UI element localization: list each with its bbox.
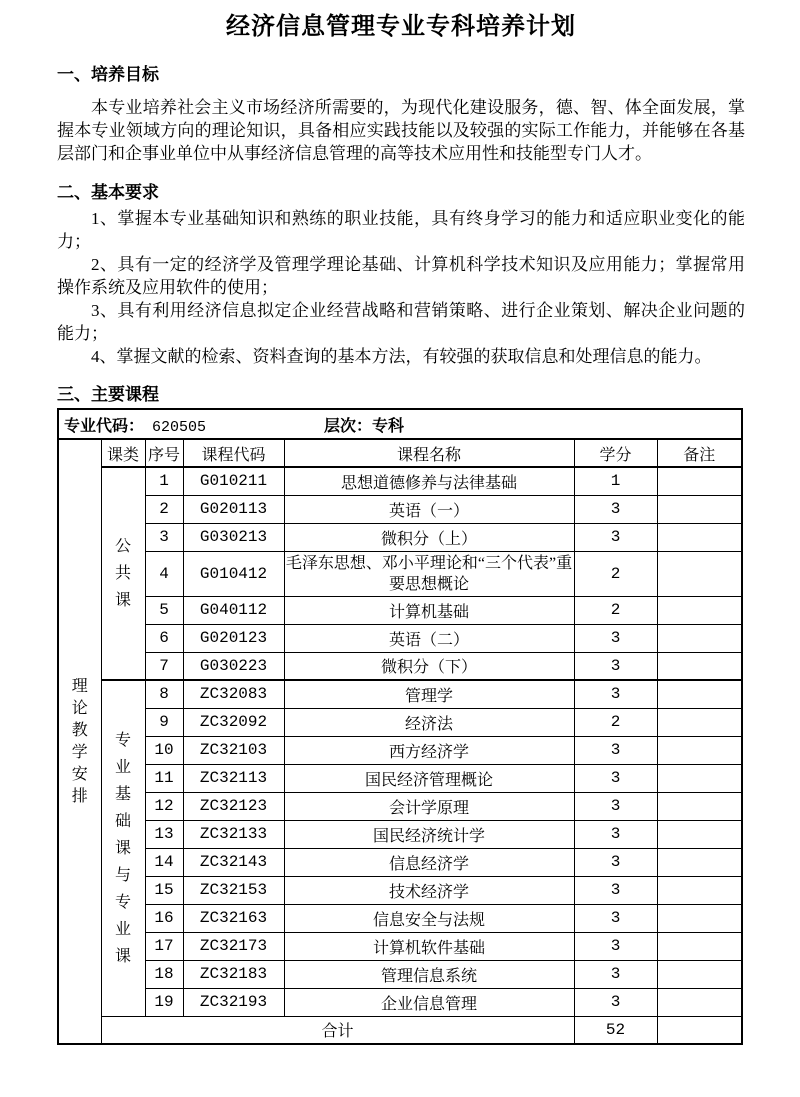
course-code-cell: ZC32193 bbox=[183, 988, 284, 1016]
course-row bbox=[58, 624, 742, 652]
course-name-cell: 信息安全与法规 bbox=[284, 904, 574, 932]
course-credits-cell: 2 bbox=[574, 708, 657, 736]
course-row bbox=[58, 988, 742, 1016]
side-label-cell bbox=[58, 439, 101, 1044]
course-credits-cell: 3 bbox=[574, 988, 657, 1016]
course-row bbox=[58, 764, 742, 792]
remarks-cell bbox=[657, 680, 742, 708]
remarks-cell bbox=[657, 904, 742, 932]
remarks-cell bbox=[657, 624, 742, 652]
course-name-cell: 英语（一） bbox=[284, 495, 574, 523]
course-no-cell: 5 bbox=[145, 596, 183, 624]
course-code-cell: ZC32113 bbox=[183, 764, 284, 792]
course-code-cell: G020123 bbox=[183, 624, 284, 652]
course-no-cell: 2 bbox=[145, 495, 183, 523]
course-no-cell: 4 bbox=[145, 551, 183, 596]
section-heading-courses: 三、主要课程 bbox=[57, 385, 159, 404]
major-code-label: 专业代码： bbox=[64, 417, 145, 435]
major-code-value: 620505 bbox=[152, 418, 207, 436]
section-heading-goal: 一、培养目标 bbox=[57, 65, 159, 84]
course-row bbox=[58, 652, 742, 680]
course-row bbox=[58, 792, 742, 820]
course-code-cell: ZC32173 bbox=[183, 932, 284, 960]
course-credits-cell: 2 bbox=[574, 551, 657, 596]
requirement-item: 4、掌握文献的检索、资料查询的基本方法，有较强的获取信息和处理信息的能力。 bbox=[91, 347, 712, 366]
requirements-list bbox=[57, 207, 745, 368]
course-code-cell: ZC32143 bbox=[183, 848, 284, 876]
course-credits-cell: 3 bbox=[574, 736, 657, 764]
header-remarks: 备注 bbox=[657, 439, 742, 467]
group-public-label: 公共课 bbox=[114, 538, 131, 609]
header-no: 序号 bbox=[145, 439, 183, 467]
course-credits-cell: 3 bbox=[574, 876, 657, 904]
course-no-cell: 14 bbox=[145, 848, 183, 876]
course-name-cell: 思想道德修养与法律基础 bbox=[284, 467, 574, 495]
course-credits-cell: 3 bbox=[574, 495, 657, 523]
course-name-cell: 技术经济学 bbox=[284, 876, 574, 904]
course-no-cell: 15 bbox=[145, 876, 183, 904]
course-name-cell: 英语（二） bbox=[284, 624, 574, 652]
requirement-item: 1、掌握本专业基础知识和熟练的职业技能，具有终身学习的能力和适应职业变化的能力； bbox=[57, 209, 745, 251]
course-row bbox=[58, 904, 742, 932]
course-no-cell: 8 bbox=[145, 680, 183, 708]
course-name-cell: 毛泽东思想、邓小平理论和“三个代表”重要思想概论 bbox=[284, 551, 574, 596]
course-name-cell: 微积分（上） bbox=[284, 523, 574, 551]
course-row bbox=[58, 680, 742, 708]
course-code-cell: ZC32123 bbox=[183, 792, 284, 820]
remarks-cell bbox=[657, 960, 742, 988]
course-credits-cell: 3 bbox=[574, 764, 657, 792]
course-no-cell: 7 bbox=[145, 652, 183, 680]
remarks-cell bbox=[657, 652, 742, 680]
header-credits: 学分 bbox=[574, 439, 657, 467]
total-row bbox=[58, 1016, 742, 1044]
remarks-cell bbox=[657, 708, 742, 736]
course-no-cell: 19 bbox=[145, 988, 183, 1016]
level-value: 专科 bbox=[372, 417, 405, 435]
remarks-cell bbox=[657, 1016, 742, 1044]
course-code-cell: ZC32103 bbox=[183, 736, 284, 764]
course-no-cell: 9 bbox=[145, 708, 183, 736]
remarks-cell bbox=[657, 764, 742, 792]
course-no-cell: 18 bbox=[145, 960, 183, 988]
remarks-cell bbox=[657, 792, 742, 820]
course-no-cell: 10 bbox=[145, 736, 183, 764]
remarks-cell bbox=[657, 523, 742, 551]
total-credits-cell: 52 bbox=[574, 1016, 657, 1044]
course-code-cell: ZC32153 bbox=[183, 876, 284, 904]
course-credits-cell: 3 bbox=[574, 652, 657, 680]
requirement-item: 3、具有利用经济信息拟定企业经营战略和营销策略、进行企业策划、解决企业问题的能力； bbox=[57, 301, 745, 343]
course-name-cell: 西方经济学 bbox=[284, 736, 574, 764]
table-info-cell bbox=[58, 409, 742, 439]
header-course-code: 课程代码 bbox=[183, 439, 284, 467]
section-heading-requirements: 二、基本要求 bbox=[57, 183, 159, 202]
side-label: 理论教学安排 bbox=[71, 677, 88, 805]
level-label: 层次： bbox=[324, 417, 373, 435]
course-row bbox=[58, 467, 742, 495]
course-code-cell: G020113 bbox=[183, 495, 284, 523]
remarks-cell bbox=[657, 495, 742, 523]
course-name-cell: 国民经济统计学 bbox=[284, 820, 574, 848]
course-credits-cell: 3 bbox=[574, 960, 657, 988]
course-code-cell: G010211 bbox=[183, 467, 284, 495]
course-row bbox=[58, 820, 742, 848]
course-code-cell: G040112 bbox=[183, 596, 284, 624]
remarks-cell bbox=[657, 596, 742, 624]
course-credits-cell: 2 bbox=[574, 596, 657, 624]
course-credits-cell: 3 bbox=[574, 932, 657, 960]
header-course-name: 课程名称 bbox=[284, 439, 574, 467]
table-info-row bbox=[58, 409, 742, 439]
remarks-cell bbox=[657, 820, 742, 848]
course-credits-cell: 3 bbox=[574, 680, 657, 708]
course-row bbox=[58, 960, 742, 988]
course-row bbox=[58, 495, 742, 523]
course-name-cell: 企业信息管理 bbox=[284, 988, 574, 1016]
header-category: 课类 bbox=[101, 439, 145, 467]
course-code-cell: ZC32163 bbox=[183, 904, 284, 932]
course-name-cell: 管理信息系统 bbox=[284, 960, 574, 988]
course-no-cell: 13 bbox=[145, 820, 183, 848]
course-credits-cell: 3 bbox=[574, 848, 657, 876]
group-major-label: 专业基础课与专业课 bbox=[114, 731, 131, 965]
course-credits-cell: 3 bbox=[574, 792, 657, 820]
group-public-cell bbox=[101, 467, 145, 680]
course-code-cell: G030223 bbox=[183, 652, 284, 680]
course-credits-cell: 3 bbox=[574, 523, 657, 551]
remarks-cell bbox=[657, 988, 742, 1016]
course-no-cell: 3 bbox=[145, 523, 183, 551]
course-no-cell: 11 bbox=[145, 764, 183, 792]
course-credits-cell: 3 bbox=[574, 904, 657, 932]
remarks-cell bbox=[657, 736, 742, 764]
remarks-cell bbox=[657, 551, 742, 596]
course-name-cell: 计算机基础 bbox=[284, 596, 574, 624]
course-name-cell: 国民经济管理概论 bbox=[284, 764, 574, 792]
group-major-cell bbox=[101, 680, 145, 1016]
requirement-item: 2、具有一定的经济学及管理学理论基础、计算机科学技术知识及应用能力；掌握常用操作系统及应用软件的使用； bbox=[57, 255, 745, 297]
goal-paragraph: 本专业培养社会主义市场经济所需要的，为现代化建设服务，德、智、体全面发展，掌握本专业领域方向的理论知识，具备相应实践技能以及较强的实际工作能力，并能够在各基层部门和企事业单位中从事经济信息管理的高等技术应用性和技能型专门人才。 bbox=[57, 98, 745, 163]
course-credits-cell: 1 bbox=[574, 467, 657, 495]
course-code-cell: G030213 bbox=[183, 523, 284, 551]
course-row bbox=[58, 551, 742, 596]
course-no-cell: 17 bbox=[145, 932, 183, 960]
course-no-cell: 6 bbox=[145, 624, 183, 652]
course-credits-cell: 3 bbox=[574, 820, 657, 848]
course-name-cell: 信息经济学 bbox=[284, 848, 574, 876]
course-code-cell: ZC32092 bbox=[183, 708, 284, 736]
course-code-cell: ZC32083 bbox=[183, 680, 284, 708]
course-name-cell: 计算机软件基础 bbox=[284, 932, 574, 960]
course-name-cell: 经济法 bbox=[284, 708, 574, 736]
table-header-row bbox=[58, 439, 742, 467]
page-title: 经济信息管理专业专科培养计划 bbox=[226, 13, 576, 40]
course-credits-cell: 3 bbox=[574, 624, 657, 652]
total-label-cell: 合计 bbox=[101, 1016, 574, 1044]
course-row bbox=[58, 932, 742, 960]
course-name-cell: 微积分（下） bbox=[284, 652, 574, 680]
course-name-cell: 管理学 bbox=[284, 680, 574, 708]
course-row bbox=[58, 708, 742, 736]
course-code-cell: ZC32183 bbox=[183, 960, 284, 988]
course-row bbox=[58, 736, 742, 764]
remarks-cell bbox=[657, 932, 742, 960]
course-row bbox=[58, 523, 742, 551]
remarks-cell bbox=[657, 848, 742, 876]
course-code-cell: ZC32133 bbox=[183, 820, 284, 848]
remarks-cell bbox=[657, 876, 742, 904]
course-name-cell: 会计学原理 bbox=[284, 792, 574, 820]
course-table bbox=[57, 408, 743, 1045]
course-row bbox=[58, 848, 742, 876]
course-row bbox=[58, 876, 742, 904]
remarks-cell bbox=[657, 467, 742, 495]
course-no-cell: 12 bbox=[145, 792, 183, 820]
course-no-cell: 16 bbox=[145, 904, 183, 932]
course-code-cell: G010412 bbox=[183, 551, 284, 596]
course-row bbox=[58, 596, 742, 624]
course-no-cell: 1 bbox=[145, 467, 183, 495]
